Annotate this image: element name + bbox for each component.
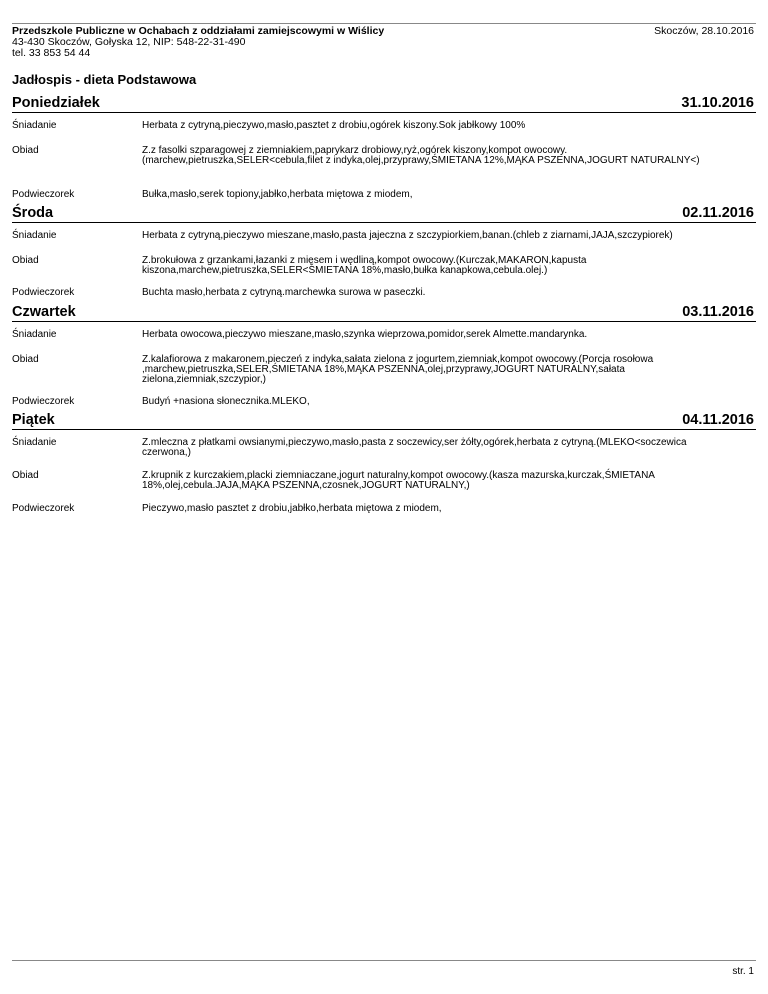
day-header [12, 202, 756, 223]
top-rule [12, 23, 756, 24]
meal-text: Z.mleczna z płatkami owsianymi,pieczywo,masło,pasta z soczewicy,ser żółty,ogórek,herbata z cytryną.(MLEKO<soczewica czerwona,) [142, 437, 687, 458]
day-name: Czwartek [12, 304, 76, 320]
meal-row [12, 223, 756, 248]
meal-label: Śniadanie [12, 120, 57, 131]
meal-row [12, 182, 756, 202]
meal-text: Bułka,masło,serek topiony,jabłko,herbata miętowa z miodem, [142, 189, 413, 200]
day-date: 04.11.2016 [682, 412, 754, 428]
meal-label: Podwieczorek [12, 287, 75, 298]
meal-text: Herbata owocowa,pieczywo mieszane,masło,szynka wieprzowa,pomidor,serek Almette.mandarynka. [142, 329, 588, 340]
day-date: 03.11.2016 [682, 304, 754, 320]
meal-row [12, 430, 756, 463]
meal-label: Śniadanie [12, 329, 57, 340]
meal-text: Z.kalafiorowa z makaronem,pieczeń z indyka,sałata zielona z jogurtem,ziemniak,kompot owocowy.(Porcja rosołowa ,marchew,pietruszka,SELER,ŚMIETANA 18%,MĄKA PSZENNA,olej,przyprawy,JOGURT NATURALNY,sałata zielona,ziemniak,szczypior,) [142, 354, 654, 385]
day-date: 31.10.2016 [681, 95, 754, 111]
meal-label: Śniadanie [12, 230, 57, 241]
meal-row [12, 138, 756, 182]
menu-title: Jadłospis - dieta Podstawowa [12, 72, 197, 87]
meal-label: Obiad [12, 354, 39, 365]
meal-text: Budyń +nasiona słonecznika.MLEKO, [142, 396, 310, 407]
document-header [12, 26, 756, 59]
page-number: str. 1 [732, 966, 754, 977]
meal-text: Buchta masło,herbata z cytryną.marchewka surowa w paseczki. [142, 287, 426, 298]
meal-label: Śniadanie [12, 437, 57, 448]
day-header [12, 92, 756, 113]
meal-label: Obiad [12, 470, 39, 481]
day-date: 02.11.2016 [682, 205, 754, 221]
meal-label: Podwieczorek [12, 503, 75, 514]
meal-row [12, 496, 756, 516]
bottom-rule [12, 960, 756, 961]
meal-text: Herbata z cytryną,pieczywo,masło,pasztet z drobiu,ogórek kiszony.Sok jabłkowy 100% [142, 120, 526, 131]
day-name: Poniedziałek [12, 95, 100, 111]
meal-row [12, 113, 756, 138]
meal-text: Z.krupnik z kurczakiem,placki ziemniaczane,jogurt naturalny,kompot owocowy.(kasza mazurska,kurczak,ŚMIETANA 18%,olej,cebula.JAJA,MĄKA PSZENNA,czosnek,JOGURT NATURALNY,) [142, 470, 655, 491]
meal-text: Herbata z cytryną,pieczywo mieszane,masło,pasta jajeczna z szczypiorkiem,banan.(chleb z ziarnami,JAJA,szczypiorek) [142, 230, 673, 241]
meal-label: Podwieczorek [12, 396, 75, 407]
day-header [12, 301, 756, 322]
day-name: Piątek [12, 412, 55, 428]
day-header [12, 409, 756, 430]
meal-row [12, 322, 756, 347]
meal-row [12, 389, 756, 409]
meal-row [12, 463, 756, 496]
menu-content [12, 92, 756, 516]
org-address: 43-430 Skoczów, Gołyska 12, NIP: 548-22-31-490 [12, 36, 246, 48]
meal-label: Obiad [12, 255, 39, 266]
meal-label: Podwieczorek [12, 189, 75, 200]
org-name: Przedszkole Publiczne w Ochabach z oddziałami zamiejscowymi w Wiślicy [12, 25, 385, 37]
day-name: Środa [12, 205, 54, 221]
meal-text: Z.z fasolki szparagowej z ziemniakiem,paprykarz drobiowy,ryż,ogórek kiszony,kompot owocowy.(marchew,pietruszka,SELER<cebula,filet z indyka,olej,przyprawy,ŚMIETANA 12%,MĄKA PSZENNA,JOGURT NATURALNY<) [142, 145, 700, 166]
meal-text: Pieczywo,masło pasztet z drobiu,jabłko,herbata miętowa z miodem, [142, 503, 442, 514]
meal-row [12, 347, 756, 389]
place-date: Skoczów, 28.10.2016 [654, 25, 754, 37]
meal-text: Z.brokułowa z grzankami,łazanki z mięsem i wędliną,kompot owocowy.(Kurczak,MAKARON,kapusta kiszona,marchew,pietruszka,SELER<ŚMIETANA 18%,masło,bułka kanapkowa,cebula.olej.) [142, 255, 587, 276]
meal-label: Obiad [12, 145, 39, 156]
org-phone: tel. 33 853 54 44 [12, 47, 91, 59]
meal-row [12, 248, 756, 280]
meal-row [12, 280, 756, 301]
